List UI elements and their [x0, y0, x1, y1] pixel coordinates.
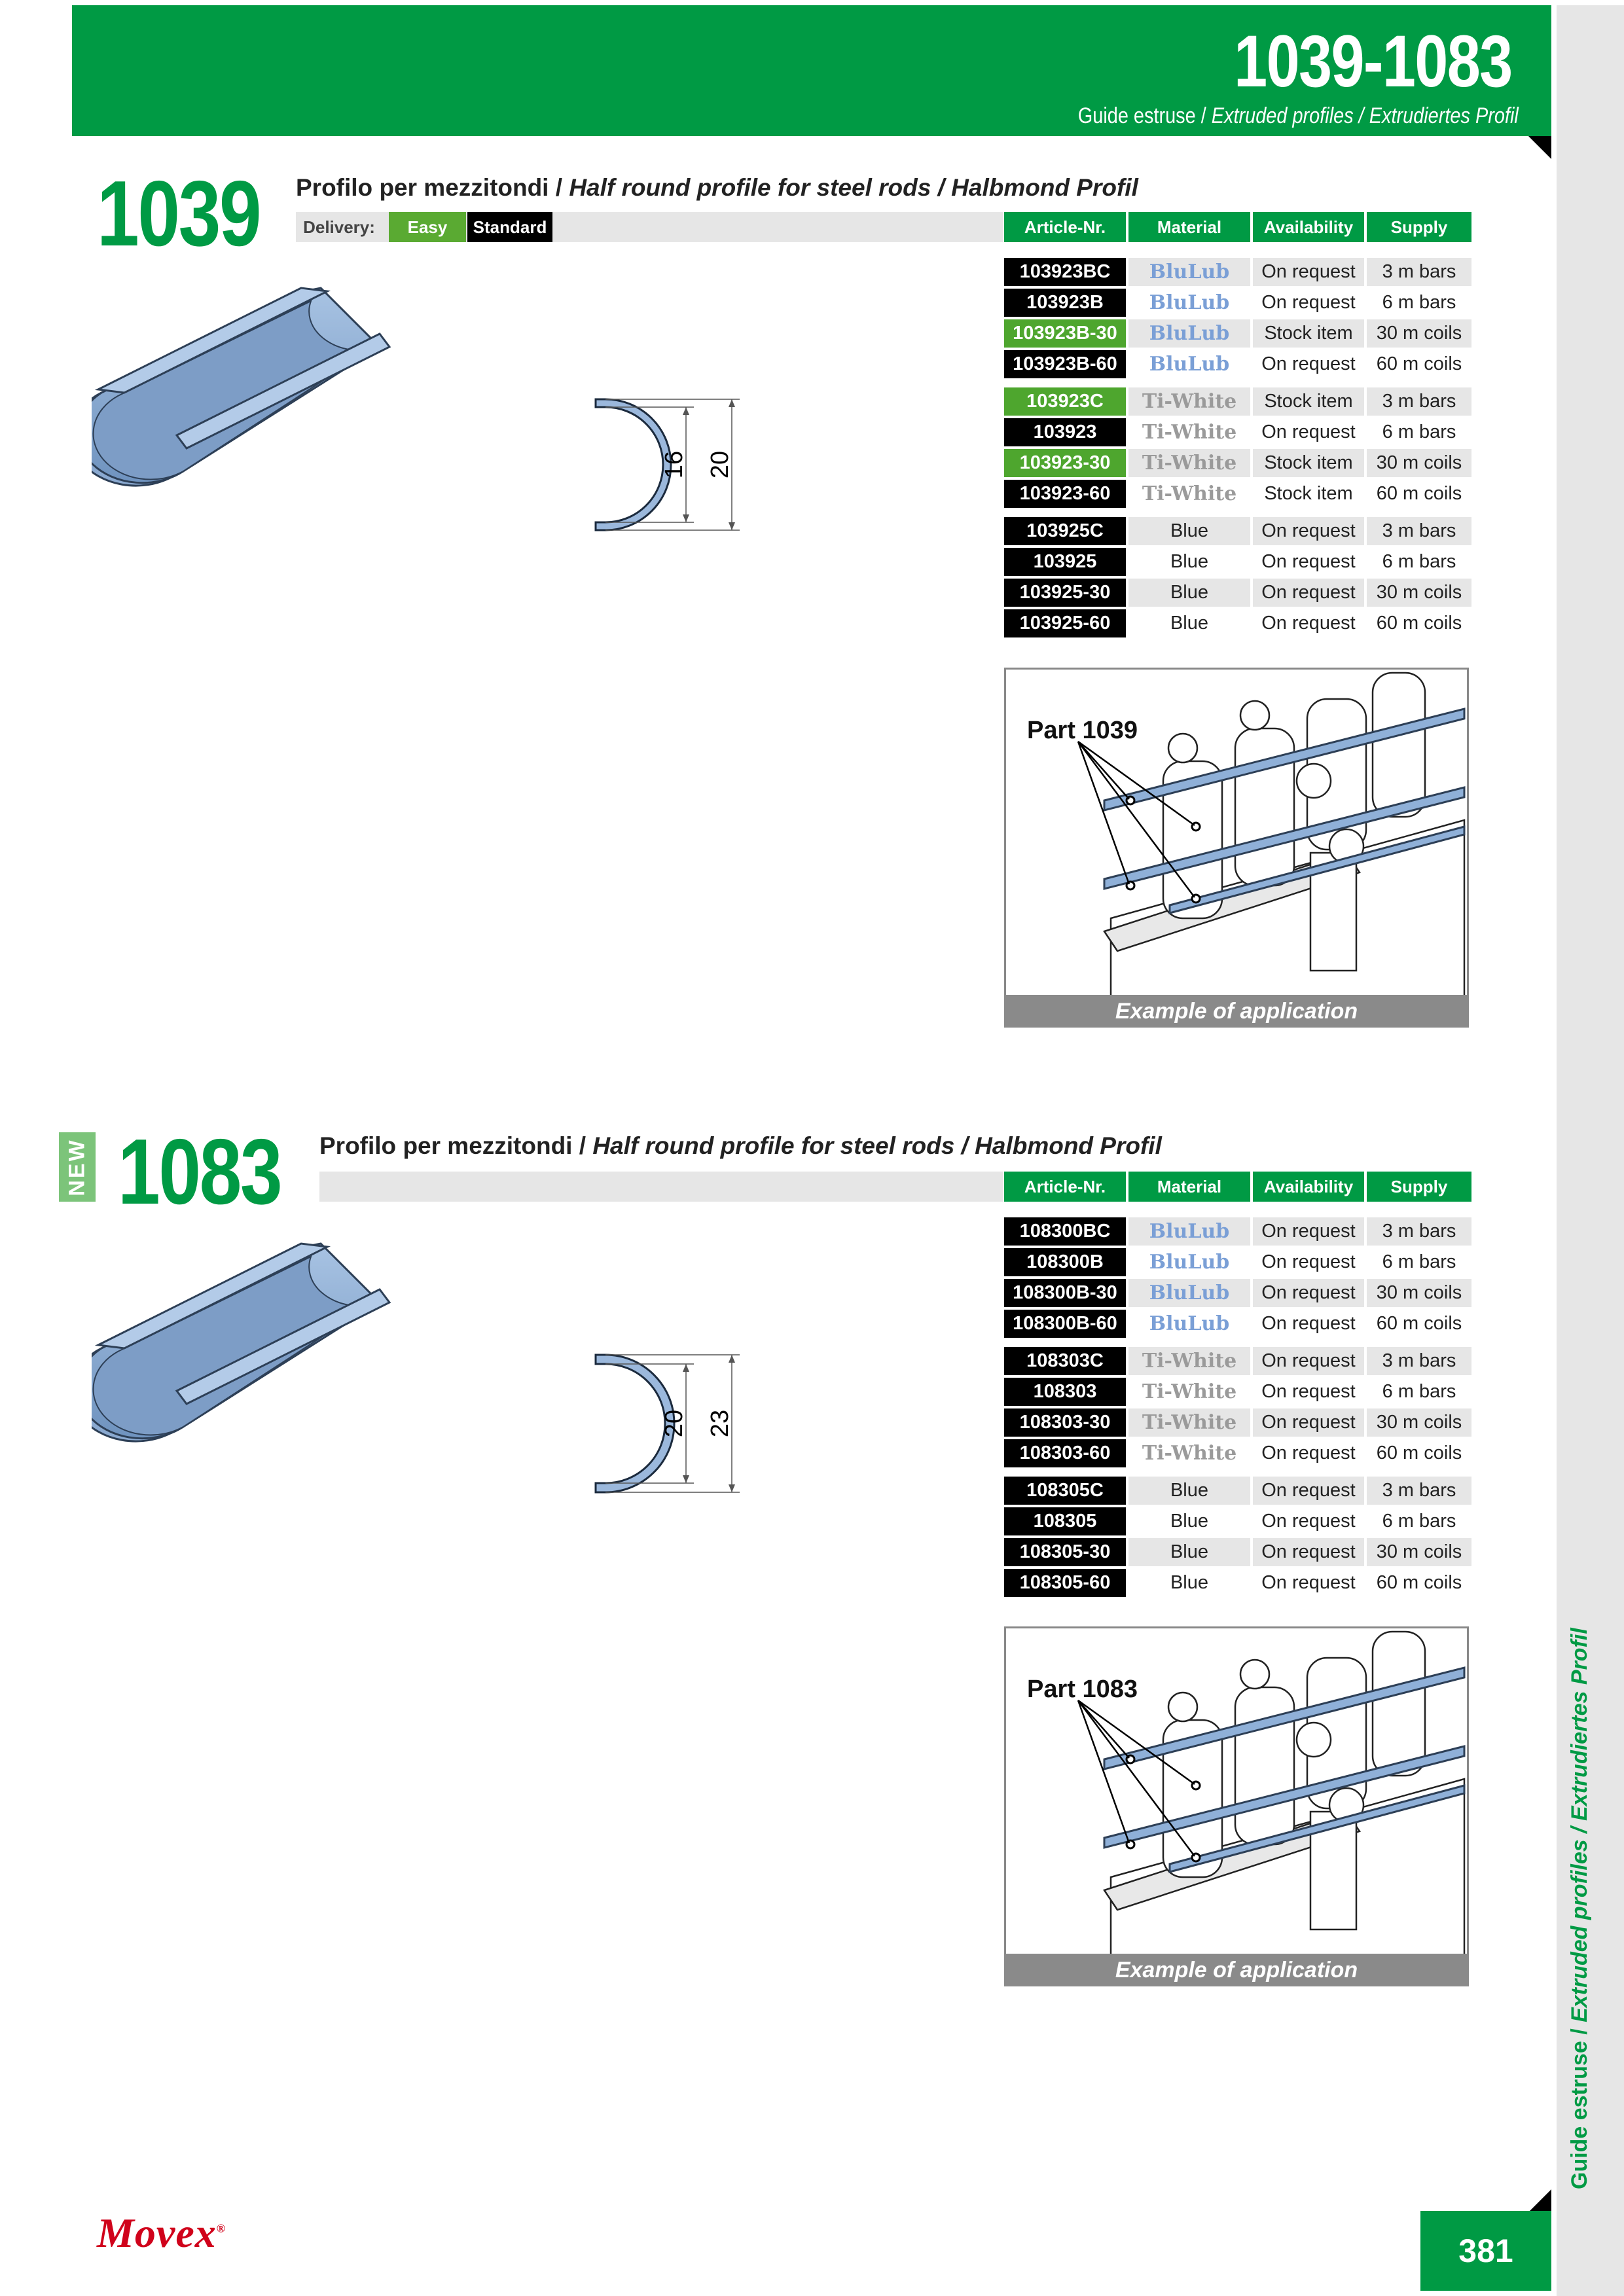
availability-cell: On request — [1253, 1439, 1364, 1467]
article-number-cell: 108303 — [1004, 1378, 1126, 1406]
table-row — [1004, 387, 1471, 416]
material-cell: BluLub — [1128, 319, 1250, 348]
article-number-cell: 108305 — [1004, 1507, 1126, 1535]
article-number-cell: 108300BC — [1004, 1217, 1126, 1246]
table-header-1039 — [1004, 212, 1471, 242]
dim-inner-label: 16 — [660, 450, 688, 479]
material-cell: BluLub — [1128, 350, 1250, 378]
material-cell: Ti-White — [1128, 418, 1250, 446]
footer-corner-triangle — [1528, 2189, 1551, 2212]
availability-cell: On request — [1253, 258, 1364, 286]
page-header — [72, 5, 1551, 136]
article-table-1039 — [1004, 258, 1471, 640]
section-title-1039 — [296, 174, 1138, 202]
material-cell: Blue — [1128, 609, 1250, 637]
dim-inner-label: 20 — [660, 1409, 688, 1438]
table-row — [1004, 258, 1471, 286]
article-number-cell: 103923-30 — [1004, 449, 1126, 477]
article-number-cell: 108303-60 — [1004, 1439, 1126, 1467]
table-row — [1004, 418, 1471, 446]
material-cell: BluLub — [1128, 1310, 1250, 1338]
article-number-cell: 108300B-30 — [1004, 1279, 1126, 1307]
material-cell: Blue — [1128, 1538, 1250, 1566]
title-plain: Profilo per mezzitondi / — [296, 174, 569, 201]
col-supply: Supply — [1367, 1172, 1471, 1202]
side-label-plain: Guide estruse / — [1567, 2022, 1592, 2189]
availability-cell: On request — [1253, 1569, 1364, 1597]
new-badge: NEW — [59, 1132, 96, 1202]
supply-cell: 60 m coils — [1367, 609, 1471, 637]
article-number-cell: 103923 — [1004, 418, 1126, 446]
material-cell: Ti-White — [1128, 449, 1250, 477]
photo-caption-1039: Example of application — [1004, 995, 1469, 1028]
article-number-cell: 108303C — [1004, 1347, 1126, 1375]
material-cell: Blue — [1128, 1569, 1250, 1597]
availability-cell: On request — [1253, 289, 1364, 317]
title-plain: Profilo per mezzitondi / — [319, 1132, 593, 1159]
article-number-cell: 108300B-60 — [1004, 1310, 1126, 1338]
table-row — [1004, 1217, 1471, 1246]
material-cell: BluLub — [1128, 289, 1250, 317]
section-title-1083 — [319, 1132, 1162, 1160]
supply-cell: 3 m bars — [1367, 258, 1471, 286]
delivery-standard-badge: Standard — [467, 212, 552, 242]
article-number-cell: 103923B — [1004, 289, 1126, 317]
page-subtitle — [1078, 103, 1519, 129]
delivery-label: Delivery: — [296, 212, 382, 242]
table-row — [1004, 548, 1471, 576]
availability-cell: On request — [1253, 1408, 1364, 1437]
cross-section-drawing-1039 — [576, 380, 785, 550]
supply-cell: 30 m coils — [1367, 449, 1471, 477]
availability-cell: On request — [1253, 609, 1364, 637]
supply-cell: 60 m coils — [1367, 350, 1471, 378]
article-number-cell: 103923BC — [1004, 258, 1126, 286]
table-header-1083 — [1004, 1172, 1471, 1202]
material-cell: Blue — [1128, 1477, 1250, 1505]
table-row — [1004, 1248, 1471, 1276]
subtitle-plain: Guide estruse / — [1077, 103, 1212, 128]
col-material: Material — [1128, 212, 1250, 242]
supply-cell: 30 m coils — [1367, 579, 1471, 607]
supply-cell: 6 m bars — [1367, 1507, 1471, 1535]
availability-cell: Stock item — [1253, 387, 1364, 416]
material-cell: Blue — [1128, 517, 1250, 545]
article-number-cell: 108305-30 — [1004, 1538, 1126, 1566]
application-photo-1039 — [1004, 668, 1469, 999]
profile-3d-illustration-1083 — [92, 1230, 399, 1453]
table-row — [1004, 289, 1471, 317]
material-cell: Blue — [1128, 579, 1250, 607]
col-material: Material — [1128, 1172, 1250, 1202]
profile-3d-illustration-1039 — [92, 275, 399, 497]
supply-cell: 60 m coils — [1367, 1310, 1471, 1338]
availability-cell: On request — [1253, 579, 1364, 607]
side-label — [1567, 1628, 1593, 2189]
title-italic: Half round profile for steel rods / Halbmond Profil — [592, 1132, 1162, 1159]
availability-cell: On request — [1253, 350, 1364, 378]
section-code-1039: 1039 — [97, 162, 261, 266]
header-corner-triangle — [1528, 136, 1551, 159]
supply-cell: 30 m coils — [1367, 1408, 1471, 1437]
table-row — [1004, 1408, 1471, 1437]
availability-cell: On request — [1253, 1378, 1364, 1406]
material-cell: BluLub — [1128, 1279, 1250, 1307]
table-row — [1004, 319, 1471, 348]
material-cell: Ti-White — [1128, 1347, 1250, 1375]
material-cell: Blue — [1128, 548, 1250, 576]
material-cell: BluLub — [1128, 258, 1250, 286]
table-row — [1004, 1538, 1471, 1566]
supply-cell: 6 m bars — [1367, 548, 1471, 576]
supply-cell: 6 m bars — [1367, 1378, 1471, 1406]
supply-cell: 6 m bars — [1367, 1248, 1471, 1276]
title-band-1083 — [319, 1172, 1003, 1202]
availability-cell: On request — [1253, 548, 1364, 576]
page-number: 381 — [1420, 2211, 1551, 2291]
article-number-cell: 108303-30 — [1004, 1408, 1126, 1437]
material-cell: Ti-White — [1128, 387, 1250, 416]
availability-cell: On request — [1253, 1507, 1364, 1535]
availability-cell: On request — [1253, 1310, 1364, 1338]
page-title: 1039-1083 — [1234, 20, 1512, 102]
availability-cell: On request — [1253, 1217, 1364, 1246]
part-label-1039: Part 1039 — [1027, 717, 1138, 744]
material-cell: Ti-White — [1128, 1378, 1250, 1406]
table-row — [1004, 1439, 1471, 1467]
title-italic: Half round profile for steel rods / Halbmond Profil — [569, 174, 1138, 201]
dim-outer-label: 20 — [706, 450, 734, 479]
table-row — [1004, 609, 1471, 637]
supply-cell: 60 m coils — [1367, 480, 1471, 508]
availability-cell: On request — [1253, 517, 1364, 545]
material-cell: Ti-White — [1128, 480, 1250, 508]
supply-cell: 60 m coils — [1367, 1569, 1471, 1597]
table-row — [1004, 579, 1471, 607]
table-row — [1004, 1569, 1471, 1597]
article-number-cell: 103923B-30 — [1004, 319, 1126, 348]
table-row — [1004, 1507, 1471, 1535]
table-row — [1004, 1378, 1471, 1406]
table-row — [1004, 1347, 1471, 1375]
col-availability: Availability — [1253, 212, 1364, 242]
supply-cell: 3 m bars — [1367, 1477, 1471, 1505]
material-cell: Ti-White — [1128, 1439, 1250, 1467]
article-number-cell: 108300B — [1004, 1248, 1126, 1276]
material-cell: BluLub — [1128, 1217, 1250, 1246]
subtitle-italic: Extruded profiles / Extrudiertes Profil — [1211, 103, 1519, 128]
supply-cell: 30 m coils — [1367, 1538, 1471, 1566]
article-number-cell: 103925-30 — [1004, 579, 1126, 607]
supply-cell: 3 m bars — [1367, 1347, 1471, 1375]
availability-cell: Stock item — [1253, 319, 1364, 348]
availability-cell: On request — [1253, 1279, 1364, 1307]
supply-cell: 3 m bars — [1367, 387, 1471, 416]
article-number-cell: 103925 — [1004, 548, 1126, 576]
article-number-cell: 103925C — [1004, 517, 1126, 545]
dim-outer-label: 23 — [706, 1409, 734, 1438]
article-number-cell: 108305C — [1004, 1477, 1126, 1505]
table-row — [1004, 480, 1471, 508]
availability-cell: On request — [1253, 418, 1364, 446]
application-photo-1083 — [1004, 1626, 1469, 1958]
supply-cell: 6 m bars — [1367, 289, 1471, 317]
article-number-cell: 103925-60 — [1004, 609, 1126, 637]
section-code-1083: 1083 — [118, 1120, 281, 1224]
col-article: Article-Nr. — [1004, 1172, 1126, 1202]
supply-cell: 30 m coils — [1367, 1279, 1471, 1307]
photo-caption-1083: Example of application — [1004, 1954, 1469, 1986]
material-cell: Ti-White — [1128, 1408, 1250, 1437]
table-row — [1004, 1279, 1471, 1307]
part-label-1083: Part 1083 — [1027, 1676, 1138, 1703]
material-cell: BluLub — [1128, 1248, 1250, 1276]
table-row — [1004, 350, 1471, 378]
cross-section-drawing-1083 — [576, 1338, 785, 1509]
supply-cell: 30 m coils — [1367, 319, 1471, 348]
article-number-cell: 103923B-60 — [1004, 350, 1126, 378]
col-availability: Availability — [1253, 1172, 1364, 1202]
article-number-cell: 103923-60 — [1004, 480, 1126, 508]
col-supply: Supply — [1367, 212, 1471, 242]
delivery-easy-badge: Easy — [389, 212, 466, 242]
availability-cell: Stock item — [1253, 449, 1364, 477]
article-table-1083 — [1004, 1217, 1471, 1600]
table-row — [1004, 517, 1471, 545]
supply-cell: 60 m coils — [1367, 1439, 1471, 1467]
material-cell: Blue — [1128, 1507, 1250, 1535]
availability-cell: Stock item — [1253, 480, 1364, 508]
col-article: Article-Nr. — [1004, 212, 1126, 242]
supply-cell: 3 m bars — [1367, 1217, 1471, 1246]
availability-cell: On request — [1253, 1248, 1364, 1276]
article-number-cell: 103923C — [1004, 387, 1126, 416]
availability-cell: On request — [1253, 1477, 1364, 1505]
movex-logo: Movex® — [97, 2210, 226, 2256]
side-label-italic: Extruded profiles / Extrudiertes Profil — [1567, 1628, 1592, 2022]
supply-cell: 3 m bars — [1367, 517, 1471, 545]
table-row — [1004, 449, 1471, 477]
table-row — [1004, 1477, 1471, 1505]
availability-cell: On request — [1253, 1538, 1364, 1566]
article-number-cell: 108305-60 — [1004, 1569, 1126, 1597]
availability-cell: On request — [1253, 1347, 1364, 1375]
supply-cell: 6 m bars — [1367, 418, 1471, 446]
table-row — [1004, 1310, 1471, 1338]
